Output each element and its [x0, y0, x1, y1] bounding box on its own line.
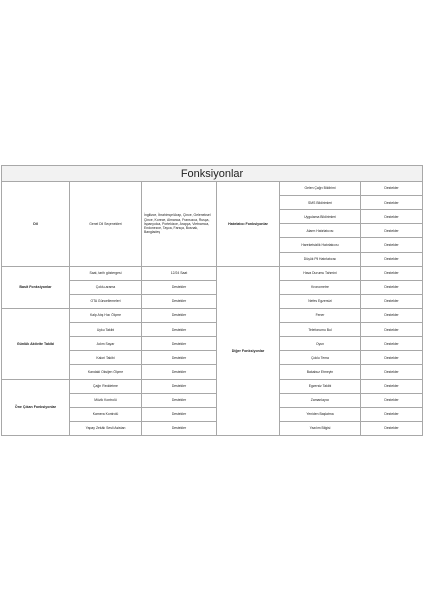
other-label: Yeniden Başlatma [280, 407, 361, 421]
table-title: Fonksiyonlar [2, 166, 423, 182]
other-value: Destekler [361, 351, 423, 365]
reminder-value: Destekler [361, 252, 423, 266]
category-daily: Günlük Aktivite Takibi [2, 308, 70, 379]
category-basic: Basit Fonksiyonlar [2, 266, 70, 308]
daily-label: Uyku Takibi [70, 323, 142, 337]
featured-label: Yapay Zekâlı Sesli Asistan [70, 421, 142, 435]
reminder-value: Destekler [361, 182, 423, 196]
daily-label: Kandaki Oksijen Ölçme [70, 365, 142, 379]
other-label: Nefes Egzersizi [280, 294, 361, 308]
other-value: Destekler [361, 323, 423, 337]
daily-value: Destekler [142, 365, 217, 379]
language-value: İngilizce, İbrahimçe/Arap, Çince, Geleneksel Çince, Korece, Almanca, Fransızca, Rusça, İspanyolca, Portekizce, Arapça, Vietnamca, Endonezce, Tayca, Farsça, Bosnak, Bangladeş [142, 182, 217, 267]
other-label: Kronometre [280, 280, 361, 294]
daily-label: Adım Sayar [70, 337, 142, 351]
other-label: Bakabuz Etmeyin [280, 365, 361, 379]
reminder-value: Destekler [361, 196, 423, 210]
other-value: Destekler [361, 421, 423, 435]
featured-value: Destekler [142, 393, 217, 407]
daily-value: Destekler [142, 323, 217, 337]
other-label: Telefonumu Bul [280, 323, 361, 337]
other-value: Destekler [361, 294, 423, 308]
category-other: Diğer Fonksiyonlar [217, 266, 280, 435]
featured-label: Müzik Kontrolü [70, 393, 142, 407]
category-language: Dil [2, 182, 70, 267]
other-value: Destekler [361, 379, 423, 393]
other-value: Destekler [361, 365, 423, 379]
reminder-value: Destekler [361, 224, 423, 238]
other-value: Destekler [361, 266, 423, 280]
other-label: Oyun [280, 337, 361, 351]
daily-value: Destekler [142, 337, 217, 351]
other-label: Zamanlayıcı [280, 393, 361, 407]
reminder-label: Düşük Pil Hatırlatıcısı [280, 252, 361, 266]
category-featured: Öne Çıkan Fonksiyonlar [2, 379, 70, 435]
featured-value: Destekler [142, 379, 217, 393]
category-reminder: Hatırlatıcı Fonksiyonlar [217, 182, 280, 267]
reminder-label: Alarm Hatırlatıcısı [280, 224, 361, 238]
language-label: Genel Dil Seçenekleri [70, 182, 142, 267]
featured-value: Destekler [142, 407, 217, 421]
reminder-label: SMS Bildirimleri [280, 196, 361, 210]
functions-table [1, 165, 423, 436]
featured-value: Destekler [142, 421, 217, 435]
basic-value: 12/24 Saat [142, 266, 217, 280]
featured-label: Çağrı Reddetme [70, 379, 142, 393]
daily-value: Destekler [142, 308, 217, 322]
other-label: Egzersiz Takibi [280, 379, 361, 393]
basic-value: Destekler [142, 280, 217, 294]
daily-label: Kalp Atış Hızı Ölçme [70, 308, 142, 322]
other-value: Destekler [361, 280, 423, 294]
reminder-label: Gelen Çağrı Bildirimi [280, 182, 361, 196]
other-label: Fener [280, 308, 361, 322]
other-label: Hava Durumu Tahmini [280, 266, 361, 280]
basic-label: Çoklu-arama [70, 280, 142, 294]
reminder-label: Hareketsizlik Hatırlatıcısı [280, 238, 361, 252]
other-label: Çoklu Tema [280, 351, 361, 365]
other-value: Destekler [361, 308, 423, 322]
basic-label: Saat, tarih göstergesi [70, 266, 142, 280]
reminder-value: Destekler [361, 238, 423, 252]
reminder-label: Uygulama Bildirimleri [280, 210, 361, 224]
daily-value: Destekler [142, 351, 217, 365]
basic-label: OTA Güncellemeleri [70, 294, 142, 308]
featured-label: Kamera Kontrolü [70, 407, 142, 421]
other-value: Destekler [361, 337, 423, 351]
other-value: Destekler [361, 407, 423, 421]
other-value: Destekler [361, 393, 423, 407]
basic-value: Destekler [142, 294, 217, 308]
other-label: Yazılım Bilgisi [280, 421, 361, 435]
reminder-value: Destekler [361, 210, 423, 224]
daily-label: Kalori Takibi [70, 351, 142, 365]
